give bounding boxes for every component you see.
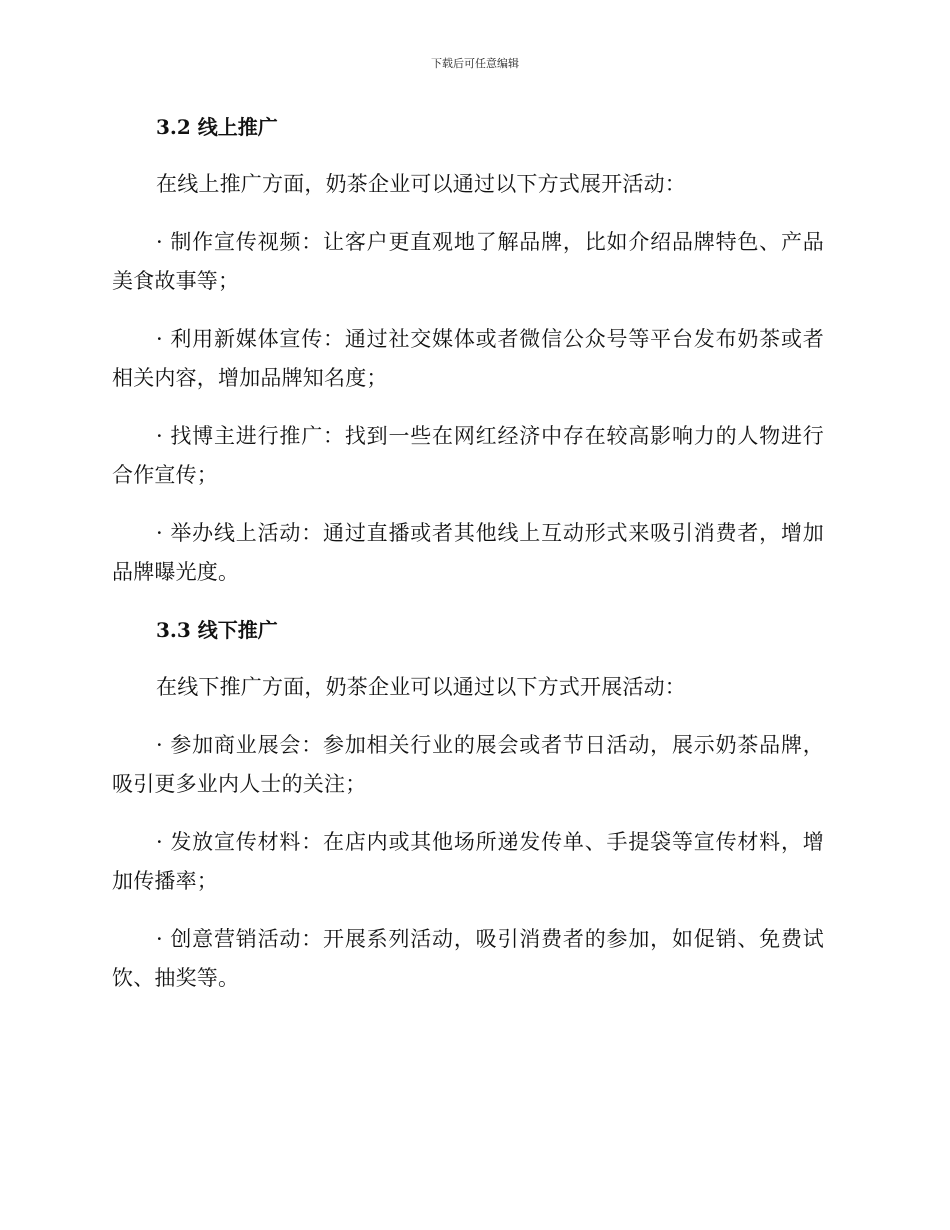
section-intro-offline: 在线下推广方面，奶茶企业可以通过以下方式开展活动：	[156, 675, 686, 699]
bullet-item: · 发放宣传材料：在店内或其他场所递发传单、手提袋等宣传材料，增加传播率；	[112, 830, 824, 893]
bullet-item: · 制作宣传视频：让客户更直观地了解品牌，比如介绍品牌特色、产品美食故事等；	[112, 230, 824, 293]
bullet-item: · 举办线上活动：通过直播或者其他线上互动形式来吸引消费者，增加品牌曝光度。	[112, 521, 824, 584]
document-body	[112, 108, 824, 998]
header-note: 下载后可任意编辑	[431, 57, 519, 70]
section-heading-offline: 3.3 线下推广	[156, 618, 278, 642]
section-heading-online: 3.2 线上推广	[156, 115, 278, 139]
bullet-item: · 创意营销活动：开展系列活动，吸引消费者的参加，如促销、免费试饮、抽奖等。	[112, 927, 824, 990]
bullet-item: · 利用新媒体宣传：通过社交媒体或者微信公众号等平台发布奶茶或者相关内容，增加品牌知名度；	[112, 327, 824, 390]
section-intro-online: 在线上推广方面，奶茶企业可以通过以下方式展开活动：	[156, 172, 686, 196]
bullet-item: · 找博主进行推广：找到一些在网红经济中存在较高影响力的人物进行合作宣传；	[112, 424, 824, 487]
bullet-item: · 参加商业展会：参加相关行业的展会或者节日活动，展示奶茶品牌，吸引更多业内人士的关注；	[112, 733, 824, 796]
